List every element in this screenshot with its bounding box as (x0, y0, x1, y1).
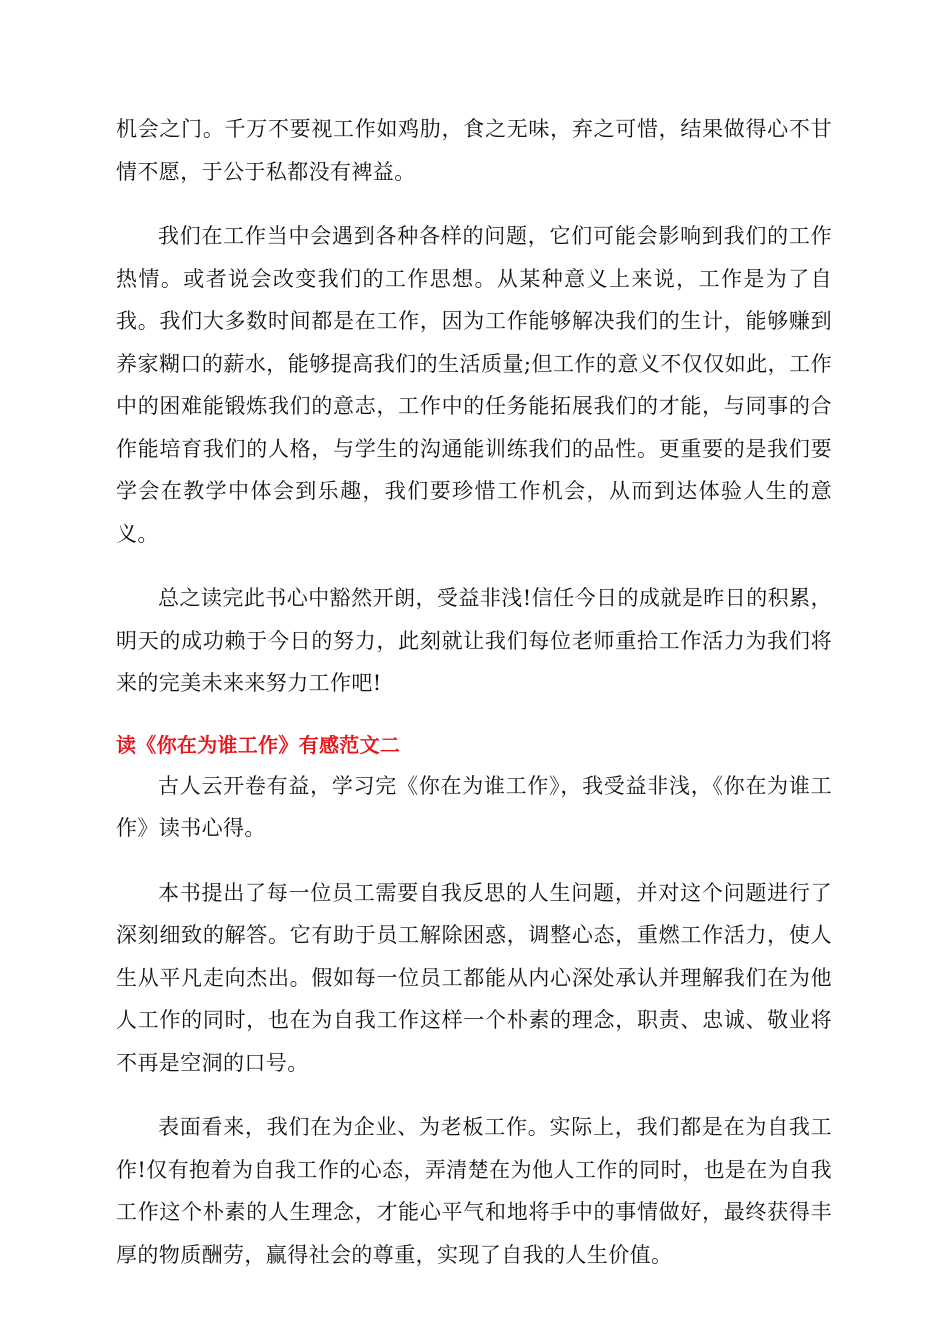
paragraph: 我们在工作当中会遇到各种各样的问题，它们可能会影响到我们的工作热情。或者说会改变我们的工作思想。从某种意义上来说，工作是为了自我。我们大多数时间都是在工作，因为工作能够解决我们的生计，能够赚到养家糊口的薪水，能够提高我们的生活质量;但工作的意义不仅仅如此，工作中的困难能锻炼我们的意志，工作中的任务能拓展我们的才能，与同事的合作能培育我们的人格，与学生的沟通能训练我们的品性。更重要的是我们要学会在教学中体会到乐趣，我们要珍惜工作机会，从而到达体验人生的意义。 (116, 224, 832, 546)
paragraph: 表面看来，我们在为企业、为老板工作。实际上，我们都是在为自我工作!仅有抱着为自我工作的心态，弄清楚在为他人工作的同时，也是在为自我工作这个朴素的人生理念，才能心平气和地将手中的事情做好，最终获得丰厚的物质酬劳，赢得社会的尊重，实现了自我的人生价值。 (116, 1115, 832, 1267)
paragraph-continued: 机会之门。千万不要视工作如鸡肋，食之无味，弃之可惜，结果做得心不甘情不愿，于公于私都没有裨益。 (116, 117, 832, 184)
paragraph: 古人云开卷有益，学习完《你在为谁工作》，我受益非浅，《你在为谁工作》读书心得。 (116, 773, 832, 840)
document-page (116, 108, 832, 1276)
section-heading: 读《你在为谁工作》有感范文二 (116, 732, 401, 757)
paragraph: 本书提出了每一位员工需要自我反思的人生问题，并对这个问题进行了深刻细致的解答。它有助于员工解除困惑，调整心态，重燃工作活力，使人生从平凡走向杰出。假如每一位员工都能从内心深处承认并理解我们在为他人工作的同时，也在为自我工作这样一个朴素的理念，职责、忠诚、敬业将不再是空洞的口号。 (116, 880, 832, 1075)
paragraph: 总之读完此书心中豁然开朗，受益非浅!信任今日的成就是昨日的积累，明天的成功赖于今日的努力，此刻就让我们每位老师重拾工作活力为我们将来的完美未来来努力工作吧! (116, 586, 832, 695)
